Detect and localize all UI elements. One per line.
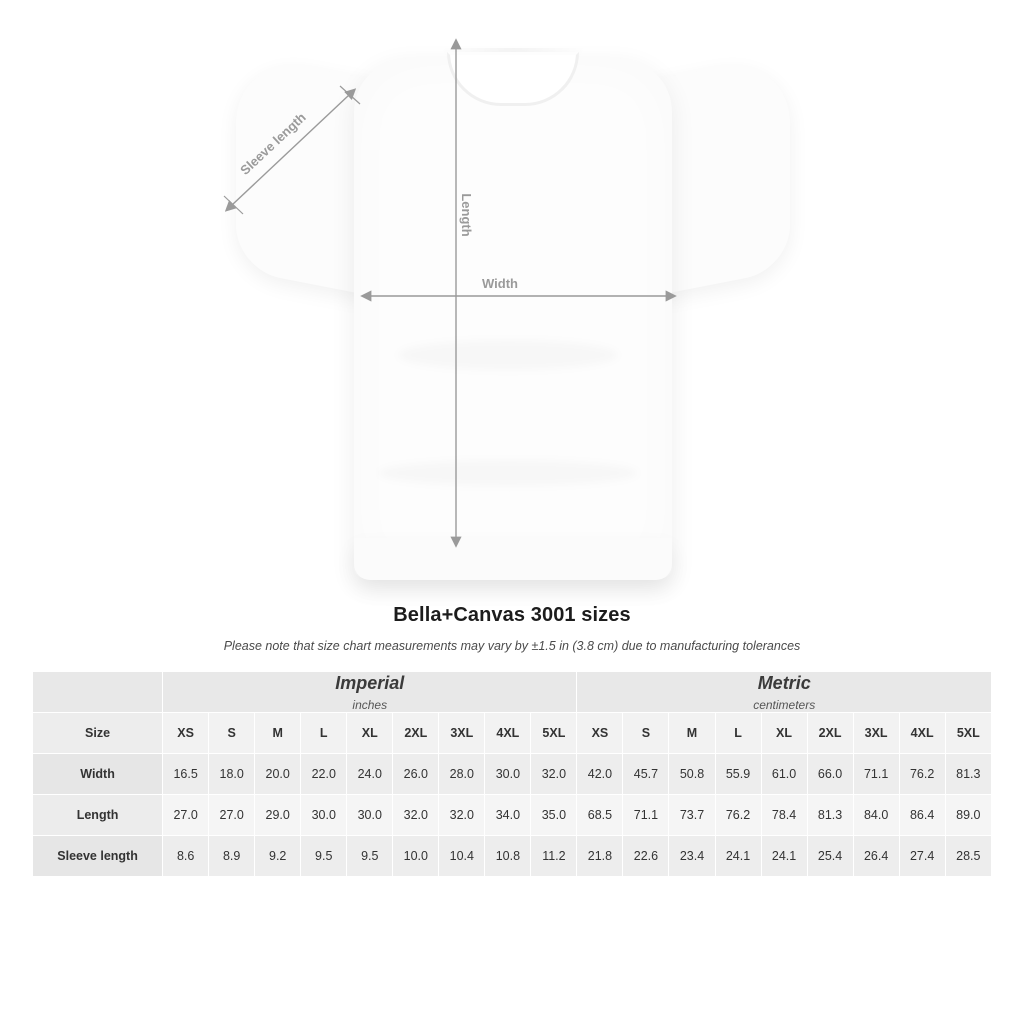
cell-length-metric-3xl: 84.0 bbox=[853, 795, 899, 836]
size-table-wrapper bbox=[32, 671, 992, 877]
size-header-imperial-m: M bbox=[255, 713, 301, 754]
unit-header-imperial bbox=[163, 672, 577, 713]
size-header-metric-l: L bbox=[715, 713, 761, 754]
cell-sleeve-metric-l: 24.1 bbox=[715, 836, 761, 877]
cell-width-metric-l: 55.9 bbox=[715, 754, 761, 795]
cell-width-imperial-4xl: 30.0 bbox=[485, 754, 531, 795]
cell-sleeve-imperial-2xl: 10.0 bbox=[393, 836, 439, 877]
size-header-metric-3xl: 3XL bbox=[853, 713, 899, 754]
cell-length-imperial-s: 27.0 bbox=[209, 795, 255, 836]
table-row bbox=[33, 795, 992, 836]
cell-sleeve-metric-xs: 21.8 bbox=[577, 836, 623, 877]
cell-length-metric-m: 73.7 bbox=[669, 795, 715, 836]
row-label-width: Width bbox=[33, 754, 163, 795]
cell-width-imperial-5xl: 32.0 bbox=[531, 754, 577, 795]
cell-sleeve-imperial-l: 9.5 bbox=[301, 836, 347, 877]
cell-sleeve-metric-s: 22.6 bbox=[623, 836, 669, 877]
size-header-metric-4xl: 4XL bbox=[899, 713, 945, 754]
sleeve-tick-bottom bbox=[224, 196, 243, 214]
cell-sleeve-imperial-m: 9.2 bbox=[255, 836, 301, 877]
cell-length-metric-4xl: 86.4 bbox=[899, 795, 945, 836]
sleeve-length-dimension-line bbox=[232, 95, 349, 205]
cell-length-imperial-3xl: 32.0 bbox=[439, 795, 485, 836]
cell-width-metric-xs: 42.0 bbox=[577, 754, 623, 795]
size-header-metric-xl: XL bbox=[761, 713, 807, 754]
chart-heading bbox=[0, 604, 1024, 653]
size-header-imperial-l: L bbox=[301, 713, 347, 754]
size-header-imperial-5xl: 5XL bbox=[531, 713, 577, 754]
cell-length-imperial-5xl: 35.0 bbox=[531, 795, 577, 836]
page-title: Bella+Canvas 3001 sizes bbox=[393, 604, 631, 626]
cell-length-imperial-xl: 30.0 bbox=[347, 795, 393, 836]
cell-sleeve-imperial-3xl: 10.4 bbox=[439, 836, 485, 877]
size-header-metric-m: M bbox=[669, 713, 715, 754]
cell-sleeve-imperial-s: 8.9 bbox=[209, 836, 255, 877]
size-header-row bbox=[33, 713, 992, 754]
cell-width-imperial-xs: 16.5 bbox=[163, 754, 209, 795]
unit-name-metric: Metric bbox=[757, 672, 811, 693]
row-label-length: Length bbox=[33, 795, 163, 836]
cell-width-imperial-xl: 24.0 bbox=[347, 754, 393, 795]
cell-width-imperial-3xl: 28.0 bbox=[439, 754, 485, 795]
cell-sleeve-metric-3xl: 26.4 bbox=[853, 836, 899, 877]
cell-sleeve-imperial-xl: 9.5 bbox=[347, 836, 393, 877]
cell-width-metric-3xl: 71.1 bbox=[853, 754, 899, 795]
cell-sleeve-metric-4xl: 27.4 bbox=[899, 836, 945, 877]
cell-length-metric-xl: 78.4 bbox=[761, 795, 807, 836]
cell-width-imperial-l: 22.0 bbox=[301, 754, 347, 795]
size-chart-table bbox=[32, 671, 992, 877]
cell-width-metric-2xl: 66.0 bbox=[807, 754, 853, 795]
cell-sleeve-metric-2xl: 25.4 bbox=[807, 836, 853, 877]
cell-width-imperial-2xl: 26.0 bbox=[393, 754, 439, 795]
size-header-metric-5xl: 5XL bbox=[945, 713, 991, 754]
cell-length-metric-xs: 68.5 bbox=[577, 795, 623, 836]
size-header-metric-2xl: 2XL bbox=[807, 713, 853, 754]
cell-sleeve-imperial-4xl: 10.8 bbox=[485, 836, 531, 877]
cell-sleeve-metric-5xl: 28.5 bbox=[945, 836, 991, 877]
cell-sleeve-metric-xl: 24.1 bbox=[761, 836, 807, 877]
cell-length-metric-l: 76.2 bbox=[715, 795, 761, 836]
cell-sleeve-imperial-5xl: 11.2 bbox=[531, 836, 577, 877]
table-row bbox=[33, 754, 992, 795]
cell-sleeve-imperial-xs: 8.6 bbox=[163, 836, 209, 877]
width-label: Width bbox=[482, 276, 518, 291]
unit-sub-imperial: inches bbox=[352, 697, 388, 712]
cell-width-metric-5xl: 81.3 bbox=[945, 754, 991, 795]
size-header-imperial-4xl: 4XL bbox=[485, 713, 531, 754]
cell-width-metric-m: 50.8 bbox=[669, 754, 715, 795]
cell-length-metric-s: 71.1 bbox=[623, 795, 669, 836]
row-label-sleeve-length: Sleeve length bbox=[33, 836, 163, 877]
unit-header-metric bbox=[577, 672, 992, 713]
sleeve-length-label: Sleeve length bbox=[237, 109, 309, 178]
size-column-header: Size bbox=[33, 713, 163, 754]
size-header-imperial-3xl: 3XL bbox=[439, 713, 485, 754]
length-label: Length bbox=[459, 193, 474, 237]
tolerance-note: Please note that size chart measurements may vary by ±1.5 in (3.8 cm) due to manufacturing tolerances bbox=[223, 639, 801, 653]
table-corner-cell bbox=[33, 672, 163, 713]
cell-width-imperial-s: 18.0 bbox=[209, 754, 255, 795]
cell-width-metric-s: 45.7 bbox=[623, 754, 669, 795]
cell-width-imperial-m: 20.0 bbox=[255, 754, 301, 795]
unit-sub-metric: centimeters bbox=[753, 697, 816, 712]
cell-width-metric-xl: 61.0 bbox=[761, 754, 807, 795]
size-header-imperial-s: S bbox=[209, 713, 255, 754]
size-header-imperial-2xl: 2XL bbox=[393, 713, 439, 754]
cell-length-imperial-4xl: 34.0 bbox=[485, 795, 531, 836]
unit-header-row bbox=[33, 672, 992, 713]
cell-length-metric-2xl: 81.3 bbox=[807, 795, 853, 836]
size-header-imperial-xs: XS bbox=[163, 713, 209, 754]
cell-length-metric-5xl: 89.0 bbox=[945, 795, 991, 836]
cell-length-imperial-2xl: 32.0 bbox=[393, 795, 439, 836]
cell-length-imperial-l: 30.0 bbox=[301, 795, 347, 836]
cell-length-imperial-m: 29.0 bbox=[255, 795, 301, 836]
cell-length-imperial-xs: 27.0 bbox=[163, 795, 209, 836]
cell-sleeve-metric-m: 23.4 bbox=[669, 836, 715, 877]
cell-width-metric-4xl: 76.2 bbox=[899, 754, 945, 795]
size-header-metric-xs: XS bbox=[577, 713, 623, 754]
unit-name-imperial: Imperial bbox=[335, 672, 405, 693]
table-row bbox=[33, 836, 992, 877]
size-header-imperial-xl: XL bbox=[347, 713, 393, 754]
size-header-metric-s: S bbox=[623, 713, 669, 754]
